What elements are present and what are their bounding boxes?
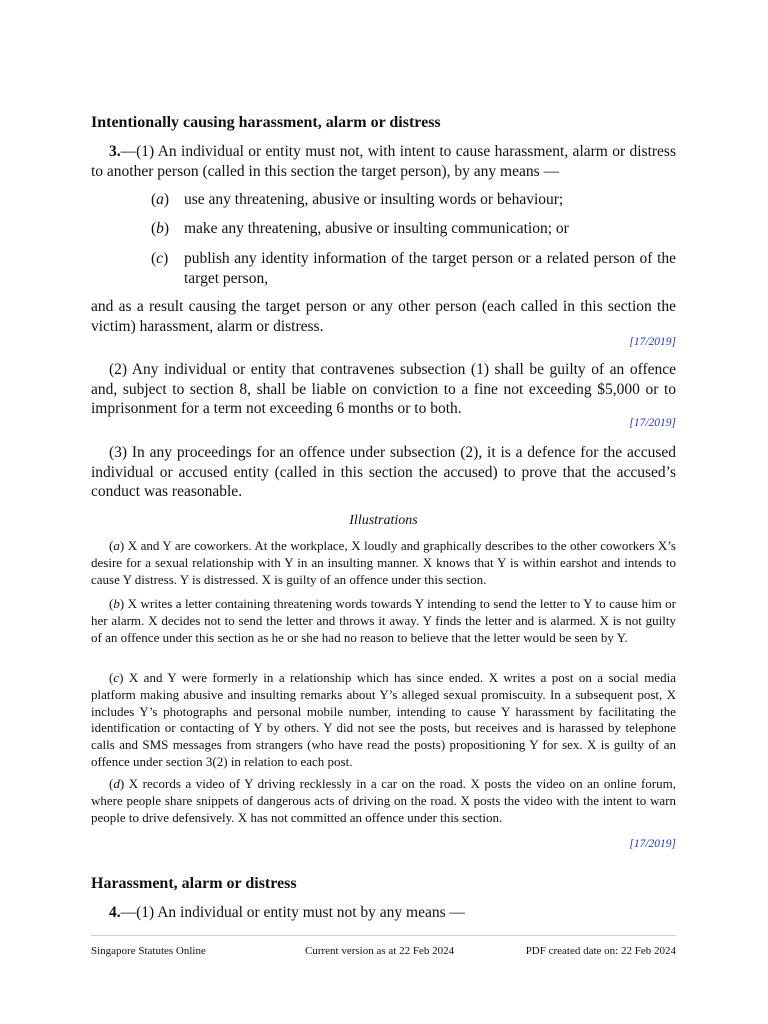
section-3-subsection-2: (2) Any individual or entity that contravenes subsection (1) shall be guilty of an offence and, subject to section 8, shall be liable on conviction to a fine not exceeding $5,000 or to imprisonment for a term not exceeding 6 months or to both. (91, 361, 676, 417)
illustration-c: (c) X and Y were formerly in a relationship which has since ended. X writes a post on a social media platform making abusive and insulting remarks about Y’s alleged sexual promiscuity. In a subsequent post, X includes Y’s photographs and personal mobile number, intending to cause Y harassment by facilitating the identification or contacting of Y by others. Y did not see the posts, but receives and is harassed by telephone calls and SMS messages from strangers (who have read the posts) propositioning Y for sex. X is guilty of an offence under section 3(2) in relation to each post. (91, 670, 676, 769)
section-4-subsection-1 (91, 903, 676, 923)
item-c-label: (c) (151, 250, 169, 267)
section-3-closing: and as a result causing the target person or any other person (each called in this section the victim) harassment, alarm or distress. (91, 298, 676, 335)
footer-divider (91, 935, 676, 936)
section-3-subsection-1 (91, 142, 676, 181)
section-4-heading: Harassment, alarm or distress (91, 875, 297, 892)
illustration-b: (b) X writes a letter containing threatening words towards Y intending to send the letter to Y to cause him or her alarm. X decides not to send the letter and throws it away. Y finds the letter and is alarmed. X is not guilty of an offence under this section as he or she had no reason to believe that the letter would be seen by Y. (91, 596, 676, 645)
footer-created-date: PDF created date on: 22 Feb 2024 (525, 945, 676, 957)
item-b-label: (b) (151, 220, 170, 237)
item-c-text: publish any identity information of the target person or a related person of the target person, (184, 250, 676, 287)
item-c (151, 249, 676, 288)
amendment-note-2: [17/2019] (629, 417, 676, 429)
section-3-heading: Intentionally causing harassment, alarm or distress (91, 114, 441, 131)
item-b-text: make any threatening, abusive or insulting communication; or (184, 220, 569, 237)
footer-source: Singapore Statutes Online (91, 945, 206, 957)
amendment-note-1: [17/2019] (629, 336, 676, 348)
item-a-text: use any threatening, abusive or insulting words or behaviour; (184, 191, 564, 208)
section-4-number: 4. (109, 904, 121, 921)
section-4-intro: —(1) An individual or entity must not by any means — (120, 904, 466, 921)
illustration-a: (a) X and Y are coworkers. At the workplace, X loudly and graphically describes to the other coworkers X’s desire for a sexual relationship with Y in an insulting manner. X knows that Y is within earshot and intends to cause Y distress. Y is distressed. X is guilty of an offence under this section. (91, 538, 676, 587)
illustration-d: (d) X records a video of Y driving recklessly in a car on the road. X posts the video on an online forum, where people share snippets of dangerous acts of driving on the road. X posts the video with the intent to warn people to drive defensively. X has not committed an offence under this section. (91, 776, 676, 825)
illustrations-title: Illustrations (349, 513, 418, 528)
item-a (151, 190, 676, 210)
section-3-intro: —(1) An individual or entity must not, with intent to cause harassment, alarm or distress to another person (called in this section the target person), by any means — (91, 143, 676, 180)
item-b (151, 219, 676, 239)
footer-version: Current version as at 22 Feb 2024 (305, 945, 455, 957)
amendment-note-3: [17/2019] (629, 838, 676, 850)
section-3-subsection-3: (3) In any proceedings for an offence under subsection (2), it is a defence for the accused individual or accused entity (called in this section the accused) to prove that the accused’s conduct was reasonable. (91, 444, 676, 500)
section-3-number: 3. (109, 143, 121, 160)
item-a-label: (a) (151, 191, 170, 208)
